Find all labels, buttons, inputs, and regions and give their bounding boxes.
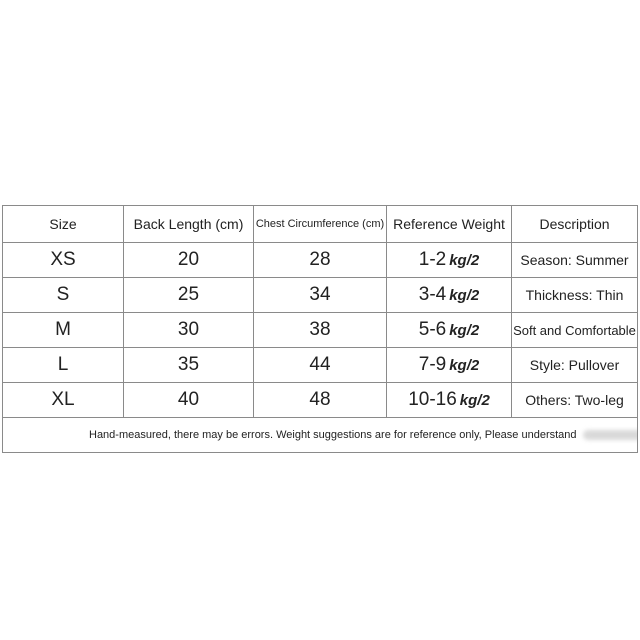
cell-size: S — [3, 278, 124, 313]
cell-chest: 38 — [254, 313, 387, 348]
weight-range: 7-9 — [418, 354, 447, 375]
weight-unit: kg/2 — [449, 287, 480, 304]
header-size: Size — [3, 206, 124, 243]
size-chart-table — [2, 205, 638, 453]
weight-unit: kg/2 — [449, 357, 480, 374]
table-row — [3, 313, 638, 348]
weight-range: 3-4 — [418, 284, 447, 305]
table-row — [3, 278, 638, 313]
footnote-cell — [3, 418, 638, 453]
cell-chest: 34 — [254, 278, 387, 313]
table-row — [3, 383, 638, 418]
header-reference-weight: Reference Weight — [387, 206, 512, 243]
header-description: Description — [512, 206, 638, 243]
cell-size: M — [3, 313, 124, 348]
cell-size: XS — [3, 243, 124, 278]
cell-weight — [387, 383, 512, 418]
header-back-length: Back Length (cm) — [124, 206, 254, 243]
cell-chest: 28 — [254, 243, 387, 278]
cell-size: XL — [3, 383, 124, 418]
cell-chest: 44 — [254, 348, 387, 383]
table-row — [3, 348, 638, 383]
cell-description: Others: Two-leg — [512, 383, 638, 418]
cell-weight — [387, 278, 512, 313]
weight-range: 10-16 — [408, 389, 457, 410]
cell-back-length: 35 — [124, 348, 254, 383]
header-row — [3, 206, 638, 243]
cell-back-length: 25 — [124, 278, 254, 313]
weight-range: 5-6 — [418, 319, 447, 340]
weight-unit: kg/2 — [449, 322, 480, 339]
footnote-text: Hand-measured, there may be errors. Weight suggestions are for reference only, Please understand — [89, 429, 577, 441]
cell-back-length: 40 — [124, 383, 254, 418]
cell-weight — [387, 348, 512, 383]
cell-back-length: 20 — [124, 243, 254, 278]
header-chest-circumference: Chest Circumference (cm) — [254, 206, 387, 243]
cell-description: Thickness: Thin — [512, 278, 638, 313]
cell-description: Season: Summer — [512, 243, 638, 278]
cell-chest: 48 — [254, 383, 387, 418]
weight-range: 1-2 — [418, 249, 447, 270]
cell-size: L — [3, 348, 124, 383]
table-row — [3, 243, 638, 278]
cell-description: Style: Pullover — [512, 348, 638, 383]
footnote-row — [3, 418, 638, 453]
blurred-mark — [583, 430, 638, 440]
cell-weight — [387, 313, 512, 348]
cell-weight — [387, 243, 512, 278]
cell-back-length: 30 — [124, 313, 254, 348]
weight-unit: kg/2 — [459, 392, 490, 409]
weight-unit: kg/2 — [449, 252, 480, 269]
cell-description: Soft and Comfortable — [512, 313, 638, 348]
